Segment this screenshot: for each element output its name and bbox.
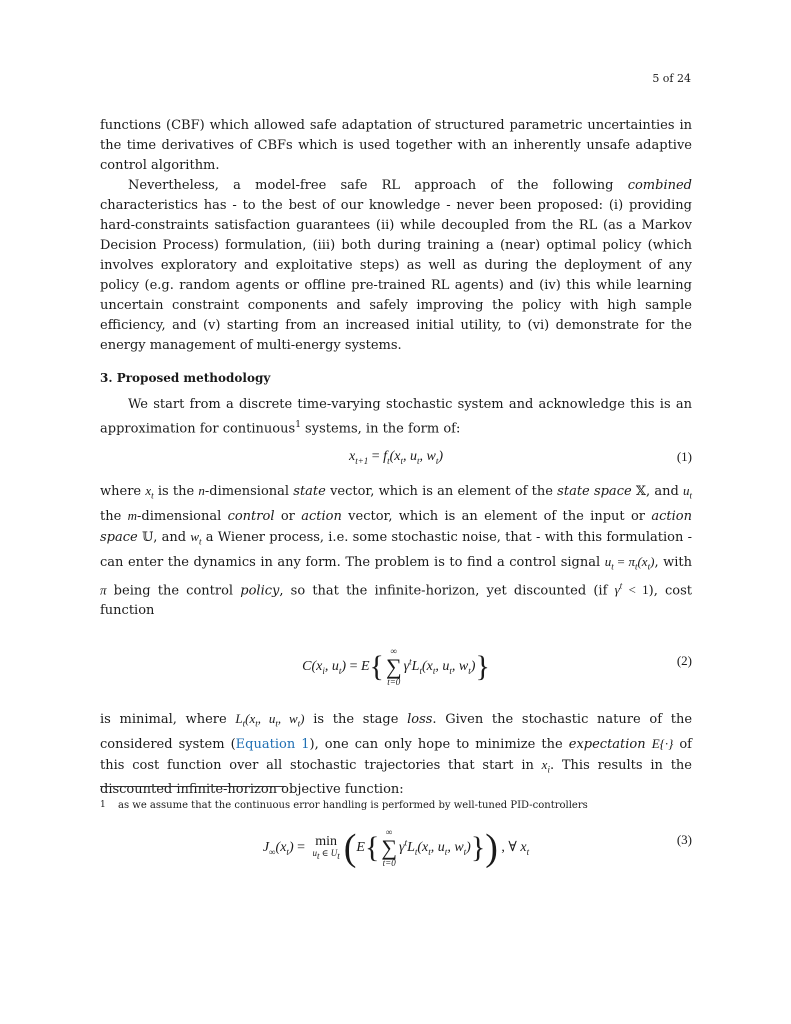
- equation-2: $C(x_i$, $u_t) = E${ ∞ ∑ t=0 $\gamma^tL_t(x_t$, $u_t$, $w_t$)} (2): [302, 646, 692, 688]
- equation-number: (1): [676, 449, 692, 465]
- equation-number: (2): [676, 653, 692, 669]
- equation-1: $x_{t+1} = f_t(x_t$, $u_t$, $w_t$) (1): [348, 449, 692, 467]
- equation-3: $J_\infty(x_t)$ = min $u_t$ ∈ $U_t$ (E{ ∞ ∑ t=0 $\gamma^tL_t(x_t$, $u_t$, $w_t$)}) , ∀ $x_t$ (3): [262, 826, 692, 869]
- section-heading: 3. Proposed methodology: [100, 371, 271, 385]
- footnote-text: as we assume that the continuous error handling is performed by well-tuned PID-controllers: [118, 800, 588, 811]
- paragraph-objective: is minimal, where $L_t(x_t$, $u_t$, $w_t$) is the stage loss. Given the stochastic nature of the considered system (Equation 1), one can only hope to minimize the expectation E{·} of this cost function over all stochastic trajectories that start in $x_i$. This results in the discounted infinite-horizon objective function:: [100, 711, 693, 797]
- footnote-divider: [100, 786, 286, 787]
- equation-link[interactable]: Equation 1: [235, 737, 310, 753]
- equation-number: (3): [676, 831, 692, 847]
- page-number: 5 of 24: [652, 72, 691, 85]
- page-body: [100, 116, 692, 888]
- footnote: [100, 800, 692, 811]
- paragraph-contributions: Nevertheless, a model-free safe RL approach of the following combined characteristics has - to the best of our knowledge - never been proposed: (i) providing hard-constraints satisfaction guarantees (ii) while decoupled from the RL (as a Markov Decision Process) formulation, (iii) both during training a (near) optimal policy (which involves exploratory and exploitative steps) as well as during the deployment of any policy (e.g. random agents or offline pre-trained RL agents) and (iv) this while learning uncertain constraint components and safely improving the policy with high sample efficiency, and (v) starting from an increased initial utility, to (vi) demonstrate for the energy management of multi-energy systems.: [100, 178, 692, 353]
- paragraph-cbf: functions (CBF) which allowed safe adaptation of structured parametric uncertainties in the time derivatives of CBFs which is used together with an inherently unsafe adaptive control algorithm.: [100, 118, 692, 173]
- footnote-ref[interactable]: 1: [295, 420, 301, 430]
- footnote-mark: 1: [100, 800, 106, 810]
- paragraph-system: We start from a discrete time-varying stochastic system and acknowledge this is an approximation for continuous$^1$ systems, in the form of:: [100, 397, 692, 437]
- paragraph-definitions: where $x_t$ is the n-dimensional state vector, which is an element of the state space 𝕏, and $u_t$ the m-dimensional control or action vector, which is an element of the input or action space 𝕌, and $w_t$ a Wiener process, i.e. some stochastic noise, that - with this formulation - can enter the dynamics in any form. The problem is to find a control signal $u_t = \pi_t(x_t)$, with π being the control policy, so that the infinite-horizon, yet discounted (if $\gamma^t < 1$), cost function: [100, 483, 693, 619]
